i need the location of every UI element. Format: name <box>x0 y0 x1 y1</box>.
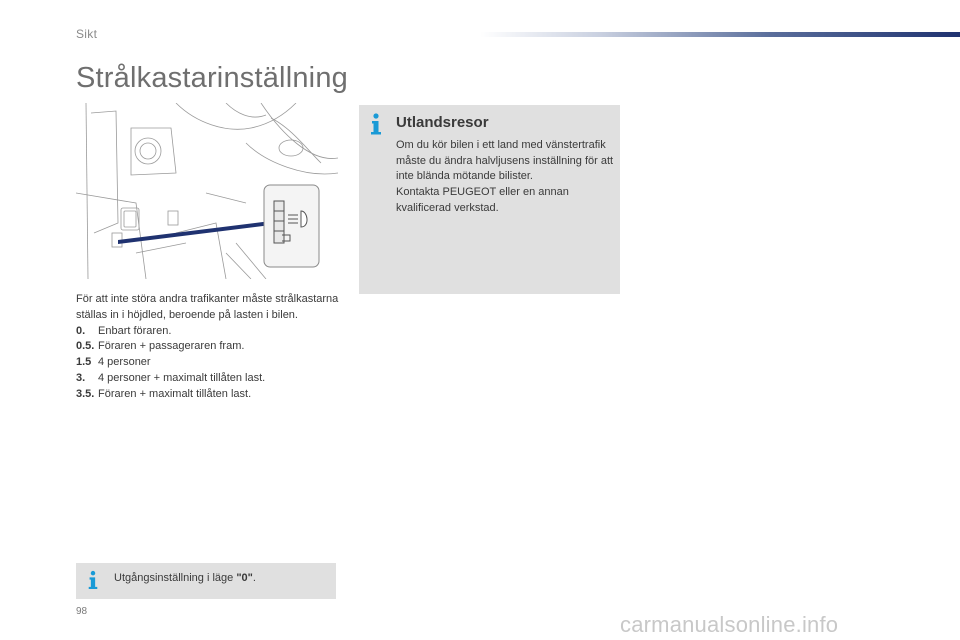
setting-number: 0. <box>76 324 86 337</box>
setting-row <box>76 355 344 371</box>
setting-number: 1.5 <box>76 356 92 369</box>
body-text <box>76 292 344 403</box>
info-paragraph: Kontakta PEUGEOT eller en annan kvalificerad verkstad. <box>396 186 569 214</box>
setting-row <box>76 387 344 403</box>
setting-number: 3. <box>76 371 86 384</box>
header-bar <box>480 32 960 37</box>
setting-row <box>76 324 344 340</box>
setting-text: Föraren + passageraren fram. <box>98 340 245 353</box>
dashboard-illustration <box>76 103 338 279</box>
setting-text: Föraren + maximalt tillåten last. <box>98 387 252 400</box>
note-value: "0" <box>236 572 253 584</box>
intro-paragraph: För att inte störa andra trafikanter måste strålkastarna ställas in i höjdled, beroende på lasten i bilen. <box>76 293 339 321</box>
note-box <box>76 563 336 599</box>
info-icon <box>369 113 383 135</box>
setting-text: 4 personer + maximalt tillåten last. <box>98 371 266 384</box>
setting-row <box>76 371 344 387</box>
info-box <box>359 105 620 294</box>
note-prefix: Utgångsinställning i läge <box>114 572 237 584</box>
setting-number: 0.5. <box>76 340 95 353</box>
setting-text: Enbart föraren. <box>98 324 172 337</box>
page-title: Strålkastarinställning <box>76 62 348 94</box>
info-icon <box>87 569 99 591</box>
section-label: Sikt <box>76 27 98 41</box>
info-title: Utlandsresor <box>396 114 489 131</box>
setting-text: 4 personer <box>98 356 151 369</box>
note-suffix: . <box>252 572 256 584</box>
info-paragraph: Om du kör bilen i ett land med vänstertrafik måste du ändra halvljusens inställning för att inte blända mötande bilister. <box>396 139 614 183</box>
setting-number: 3.5. <box>76 387 95 400</box>
note-text <box>114 572 256 584</box>
page-number: 98 <box>76 606 88 617</box>
info-body <box>396 138 616 217</box>
setting-row <box>76 339 344 355</box>
watermark: carmanualsonline.info <box>620 612 839 637</box>
